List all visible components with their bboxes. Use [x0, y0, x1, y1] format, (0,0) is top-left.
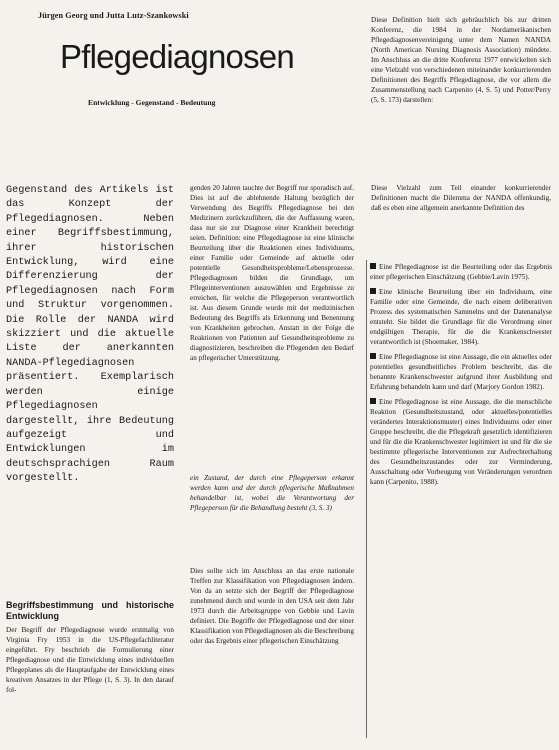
column-2-continuation: [190, 566, 354, 652]
definition-item: Eine Pflegediagnose ist eine Aussage, die die menschliche Reaktion (Gesundheitszustand, oder aktuelles/potentielles verändertes Interaktionsmuster) eines Individuums oder einer Gruppe beschreibt, die die Pflegekraft gesetzlich identifizieren und für die die Krankenschwester legitimiert ist und für die sie bestimmte pflegerische Interventionen zur Aufrechterhaltung des Gesundheitszustandes oder zur Verminderung, Ausschaltung oder Vorbeugung von Veränderungen verordnen kann (Carpenito, 1988).: [370, 398, 552, 486]
body-paragraph: Diese Definition hielt sich gebräuchlich bis zur dritten Konferenz, die 1984 in der Nordamerikanischen Pflegediagnosenvereinigung unter dem Namen NANDA (North American Nursing Diagnosis Association) mündete. Im Anschluss an die dritte Konferenz 1977 entwickelten sich eine Vielzahl von verschiedenen miteinander konkurrierenden Definitionen des Begriffs Pflegediagnose, die vor allem die Zusammenstellung nach Carpenito (4, S. 5) und Potter/Perry (5, S. 173) darstellen:: [371, 16, 551, 104]
column-2-quote: [190, 473, 354, 519]
section-heading: Begriffsbestimmung und historische Entwicklung: [6, 600, 174, 621]
article-subtitle: Entwicklung - Gegenstand - Bedeutung: [88, 98, 216, 107]
bullet-icon: [370, 288, 376, 294]
lead-paragraph: Gegenstand des Artikels ist das Konzept der Pflegediagnosen. Neben einer Begriffsbestimmung, ihrer historischen Entwicklung, wird eine Differenzierung der Pflegediagnosen nach Form und Struktur vorgenommen. Die Rolle der NANDA wird skizziert und die aktuelle Liste der anerkannten NANDA-Pflegediagnosen präsentiert. Exemplarisch werden einige Pflegediagnosen dargestellt, ihre Bedeutung aufgezeigt und Entwicklungen im deutschsprachigen Raum vorgestellt.: [6, 185, 174, 485]
definition-item: Eine Pflegediagnose ist die Beurteilung oder das Ergebnis einer pflegerischen Einschätzung (Gebbie/Lavin 1975).: [370, 263, 552, 281]
body-paragraph: genden 20 Jahren tauchte der Begriff nur sporadisch auf. Dies ist auf die ablehnende Haltung bezüglich der Verwendung des Begriffs Pflegediagnose bei den Medizinern zurückzuführen, die der Auffassung waren, dass nur sie zur Diagnose einer Krankheit berechtigt seien. Definition: eine Pflegediagnose ist eine klinische Beurteilung über die Reaktionen eines Individuums, einer Familie oder Gemeinde auf aktuelle oder potentielle Gesundheitsprobleme/Lebensprozesse. Pflegediagnosen bilden die Grundlage, um Pflegeinterventionen auszuwählen und Ergebnisse zu erreichen, für welche die Pflegeperson verantwortlich ist. Aus diesem Grunde wurde mit der medizinischen Bedeutung des Begriffs als Erkennung und Benennung von Krankheiten gebrochen. Anstatt in der Folge die Reaktionen von Patienten auf Gesundheitsprobleme zu diagnostizieren, beschreiben die Pflegenden den Bedarf an pflegerischer Unterstützung.: [190, 184, 354, 362]
article-authors: Jürgen Georg und Jutta Lutz-Szankowski: [38, 11, 189, 20]
section-begriffsbestimmung: [6, 600, 174, 701]
article-title: Pflegediagnosen: [60, 38, 294, 75]
body-paragraph: Dies sollte sich im Anschluss an das erste nationale Treffen zur Klassifikation von Pflegediagnosen ändern. Von da an setzte sich der Begriff der Pflegediagnose zunehmend durch und wurde in den USA seit dem Jahr 1973 durch die Arbeitsgruppe von Gebbie und Lavin definiert. Die Begriffe der Pflegediagnose und der einer Klassifikation von Pflegediagnosen als die Beschreibung oder das Ergebnis einer pflegerischen Einschätzung: [190, 567, 354, 645]
bullet-icon: [370, 353, 376, 359]
column-2-text: [190, 183, 354, 369]
column-3-top: [371, 15, 551, 111]
bullet-icon: [370, 398, 376, 404]
section-paragraph: Der Begriff der Pflegediagnose wurde erstmalig von Virginia Fry 1953 in die US-Pflegefachliteratur eingeführt. Fry beschrieb die Formulierung einer Pflegediagnose und die Entwicklung eines individuellen Pflegeplanes als die Hauptaufgabe der Entwicklung eines kreativen Ansatzes in der Pflege (1, S. 3). In den darauf fol-: [6, 626, 174, 694]
body-paragraph: Diese Vielzahl zum Teil einander konkurrierender Definitionen macht die Dilemma der NANDA offenkundig, daß es eben eine allgemein anerkannte Definition des: [371, 184, 551, 212]
column-3-mid: [371, 183, 551, 219]
quote-paragraph: ein Zustand, der durch eine Pflegeperson erkannt werden kann und der durch pflegerische Maßnahmen behandelbar ist, wobei die Verantwortung der Pflegeperson für die Behandlung besteht (3, S. 3): [190, 474, 354, 512]
bullet-icon: [370, 263, 376, 269]
definitions-list: [370, 262, 552, 492]
definition-item: Eine klinische Beurteilung über ein Individuum, eine Familie oder eine Gemeinde, die nach einem deliberativen Prozess des systematischen Sammelns und der Datenanalyse entsteht. Sie bildet die Grundlage für die Verordnung einer endgültigen Therapie, für die die Krankenschwester verantwortlich ist (Shoemaker, 1984).: [370, 288, 552, 346]
definition-item: Eine Pflegediagnose ist eine Aussage, die ein aktuelles oder potentielles gesundheitliches Problem beschreibt, das die benannte Krankenschwester aufgrund ihrer Ausbildung und Erfahrung behandeln kann und darf (Marjory Gordon 1982).: [370, 353, 552, 391]
